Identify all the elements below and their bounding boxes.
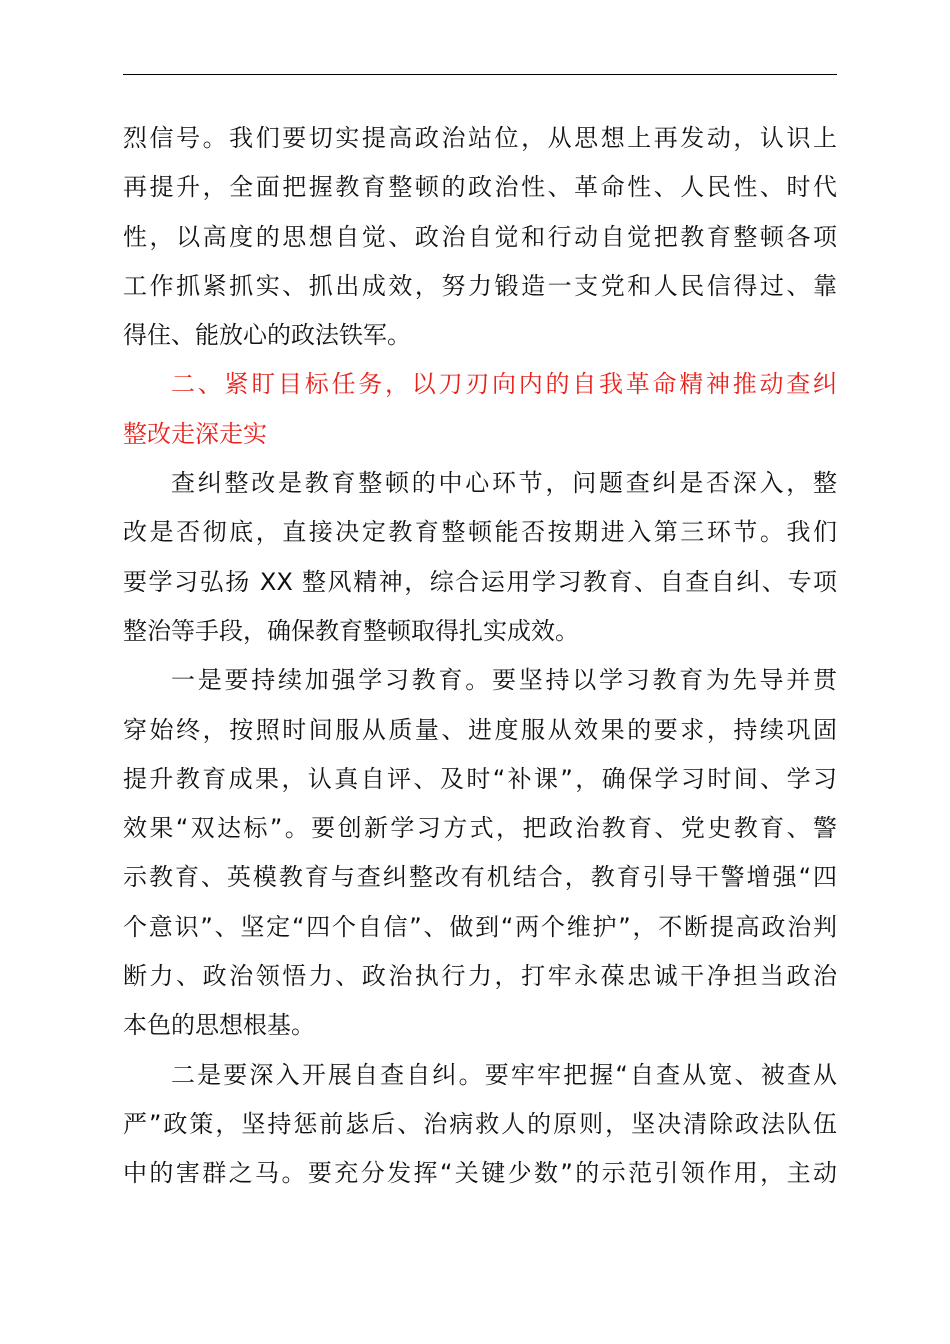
- header-rule: [123, 74, 837, 75]
- text-line: 二是要深入开展自查自纠。要牢牢把握“自查从宽、被查从: [171, 1060, 837, 1089]
- text-line: 改是否彻底，直接决定教育整顿能否按期进入第三环节。我们: [123, 518, 837, 547]
- text-line: 性，以高度的思想自觉、政治自觉和行动自觉把教育整顿各项: [123, 222, 837, 251]
- text-line: 查纠整改是教育整顿的中心环节，问题查纠是否深入，整: [171, 469, 837, 498]
- text-line: 整治等手段，确保教育整顿取得扎实成效。: [123, 616, 579, 645]
- paragraph: [123, 114, 837, 360]
- paragraph: [123, 1051, 837, 1199]
- text-line: 工作抓紧抓实、抓出成效，努力锻造一支党和人民信得过、靠: [123, 271, 837, 300]
- text-line: 效果“双达标”。要创新学习方式，把政治教育、党史教育、警: [123, 814, 837, 843]
- paragraph: [123, 656, 837, 1050]
- text-line: 得住、能放心的政法铁军。: [123, 321, 411, 350]
- heading-line: 整改走深走实: [123, 419, 267, 448]
- text-line: 示教育、英模教育与查纠整改有机结合，教育引导干警增强“四: [123, 863, 837, 892]
- text-line: 个意识”、坚定“四个自信”、做到“两个维护”，不断提高政治判: [123, 912, 837, 941]
- text-line: 再提升，全面把握教育整顿的政治性、革命性、人民性、时代: [123, 173, 837, 202]
- text-line: 严”政策，坚持惩前毖后、治病救人的原则，坚决清除政法队伍: [123, 1109, 837, 1138]
- text-line: 要学习弘扬 XX 整风精神，综合运用学习教育、自查自纠、专项: [123, 567, 837, 596]
- text-line: 烈信号。我们要切实提高政治站位，从思想上再发动，认识上: [123, 124, 837, 152]
- document-body: [123, 114, 837, 1199]
- text-line: 一是要持续加强学习教育。要坚持以学习教育为先导并贯: [171, 666, 837, 695]
- text-line: 本色的思想根基。: [123, 1011, 315, 1040]
- section-heading: [123, 360, 837, 459]
- paragraph: [123, 459, 837, 656]
- text-line: 提升教育成果，认真自评、及时“补课”，确保学习时间、学习: [123, 764, 837, 793]
- text-line: 穿始终，按照时间服从质量、进度服从效果的要求，持续巩固: [123, 715, 837, 744]
- heading-line: 二、紧盯目标任务，以刀刃向内的自我革命精神推动查纠: [171, 370, 837, 399]
- text-line: 断力、政治领悟力、政治执行力，打牢永葆忠诚干净担当政治: [123, 962, 837, 991]
- text-line: 中的害群之马。要充分发挥“关键少数”的示范引领作用，主动: [123, 1159, 837, 1188]
